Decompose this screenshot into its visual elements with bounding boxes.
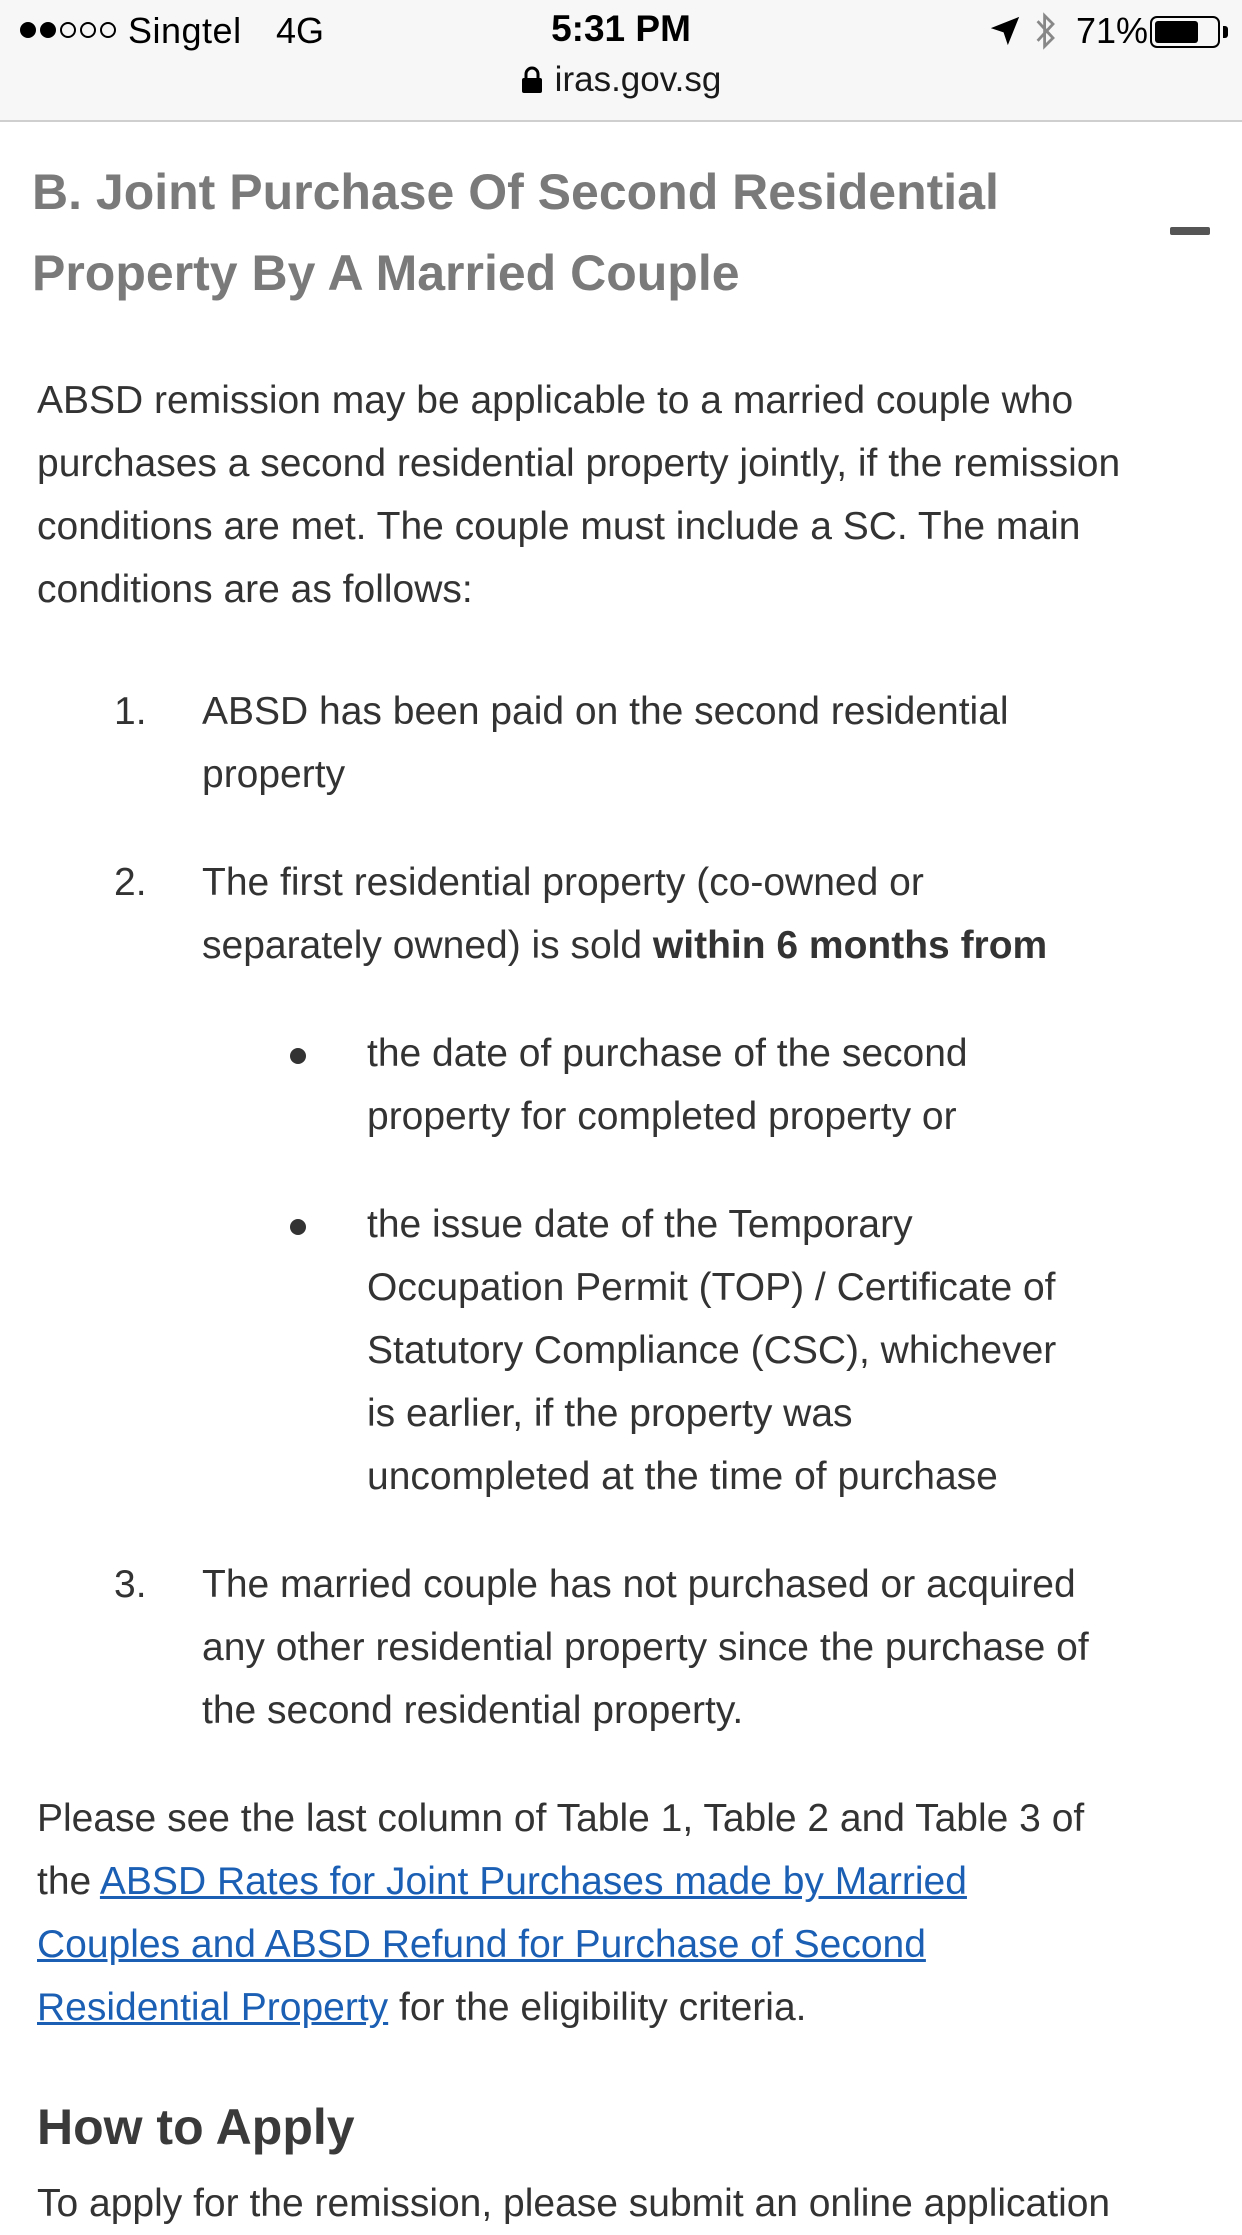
condition-number: 2. [114,861,147,904]
status-time: 5:31 PM [551,8,691,49]
lock-icon [521,66,543,94]
sub-condition-line: is earlier, if the property was [367,1392,853,1435]
section-heading-line: Property By A Married Couple [32,245,740,301]
battery-icon [1150,16,1220,48]
condition-text [202,1553,1162,1742]
sub-condition-line: the issue date of the Temporary [367,1203,913,1246]
battery-percentage: 71% [1076,10,1149,51]
intro-paragraph [37,369,1217,621]
condition-number: 3. [114,1563,147,1606]
sub-condition-line: Statutory Compliance (CSC), whichever [367,1329,1057,1372]
condition-line: any other residential property since the purchase of [202,1626,1089,1669]
how-to-apply-text: To apply for the remission, please submit an online application [37,2182,1111,2225]
bullet-icon [290,1219,306,1235]
battery-level-fill [1155,21,1198,43]
collapse-section-button[interactable] [1170,224,1210,238]
sub-condition-text [367,1193,1167,1508]
condition-line: ABSD has been paid on the second residential [202,690,1009,733]
sub-condition-text [367,1022,1167,1148]
condition-line: property [202,753,346,796]
link-line: ABSD Rates for Joint Purchases made by Married [99,1860,967,1903]
condition-line: The first residential property (co-owned or [202,861,924,904]
condition-number: 1. [114,690,147,733]
condition-text [202,680,1162,806]
intro-line: conditions are as follows: [37,568,473,611]
sub-condition-line: the date of purchase of the second [367,1032,968,1075]
battery-cap [1223,26,1228,38]
minus-icon [1170,227,1210,235]
status-bar [0,0,1242,62]
condition-line: separately owned) is sold [202,924,653,967]
how-to-apply-heading: How to Apply [37,2099,355,2155]
carrier-name: Singtel [128,10,242,51]
section-heading-line: B. Joint Purchase Of Second Residential [32,164,999,220]
address-bar[interactable] [0,58,1242,102]
sub-condition-line: uncompleted at the time of purchase [367,1455,998,1498]
intro-line: purchases a second residential property jointly, if the remission [37,442,1121,485]
sub-condition-line: property for completed property or [367,1095,957,1138]
intro-line: ABSD remission may be applicable to a married couple who [37,379,1074,422]
bluetooth-icon [1032,10,1060,52]
paragraph-line: for the eligibility criteria. [388,1986,807,2029]
condition-emphasis: within 6 months from [652,924,1048,967]
browser-chrome [0,0,1242,122]
eligibility-paragraph [37,1787,1217,2039]
bullet-icon [290,1048,306,1064]
paragraph-line: Please see the last column of Table 1, Table 2 and Table 3 of [37,1797,1085,1840]
condition-line: The married couple has not purchased or acquired [202,1563,1076,1606]
network-type: 4G [276,10,325,51]
intro-line: conditions are met. The couple must include a SC. The main [37,505,1081,548]
link-line: Residential Property [37,1986,389,2029]
section-heading[interactable] [32,152,1092,314]
sub-condition-line: Occupation Permit (TOP) / Certificate of [367,1266,1056,1309]
condition-line: the second residential property. [202,1689,744,1732]
condition-text [202,851,1162,977]
location-arrow-icon [988,14,1022,48]
paragraph-line: the [37,1860,100,1903]
url-text: iras.gov.sg [554,60,722,99]
link-line: Couples and ABSD Refund for Purchase of Second [37,1923,926,1966]
